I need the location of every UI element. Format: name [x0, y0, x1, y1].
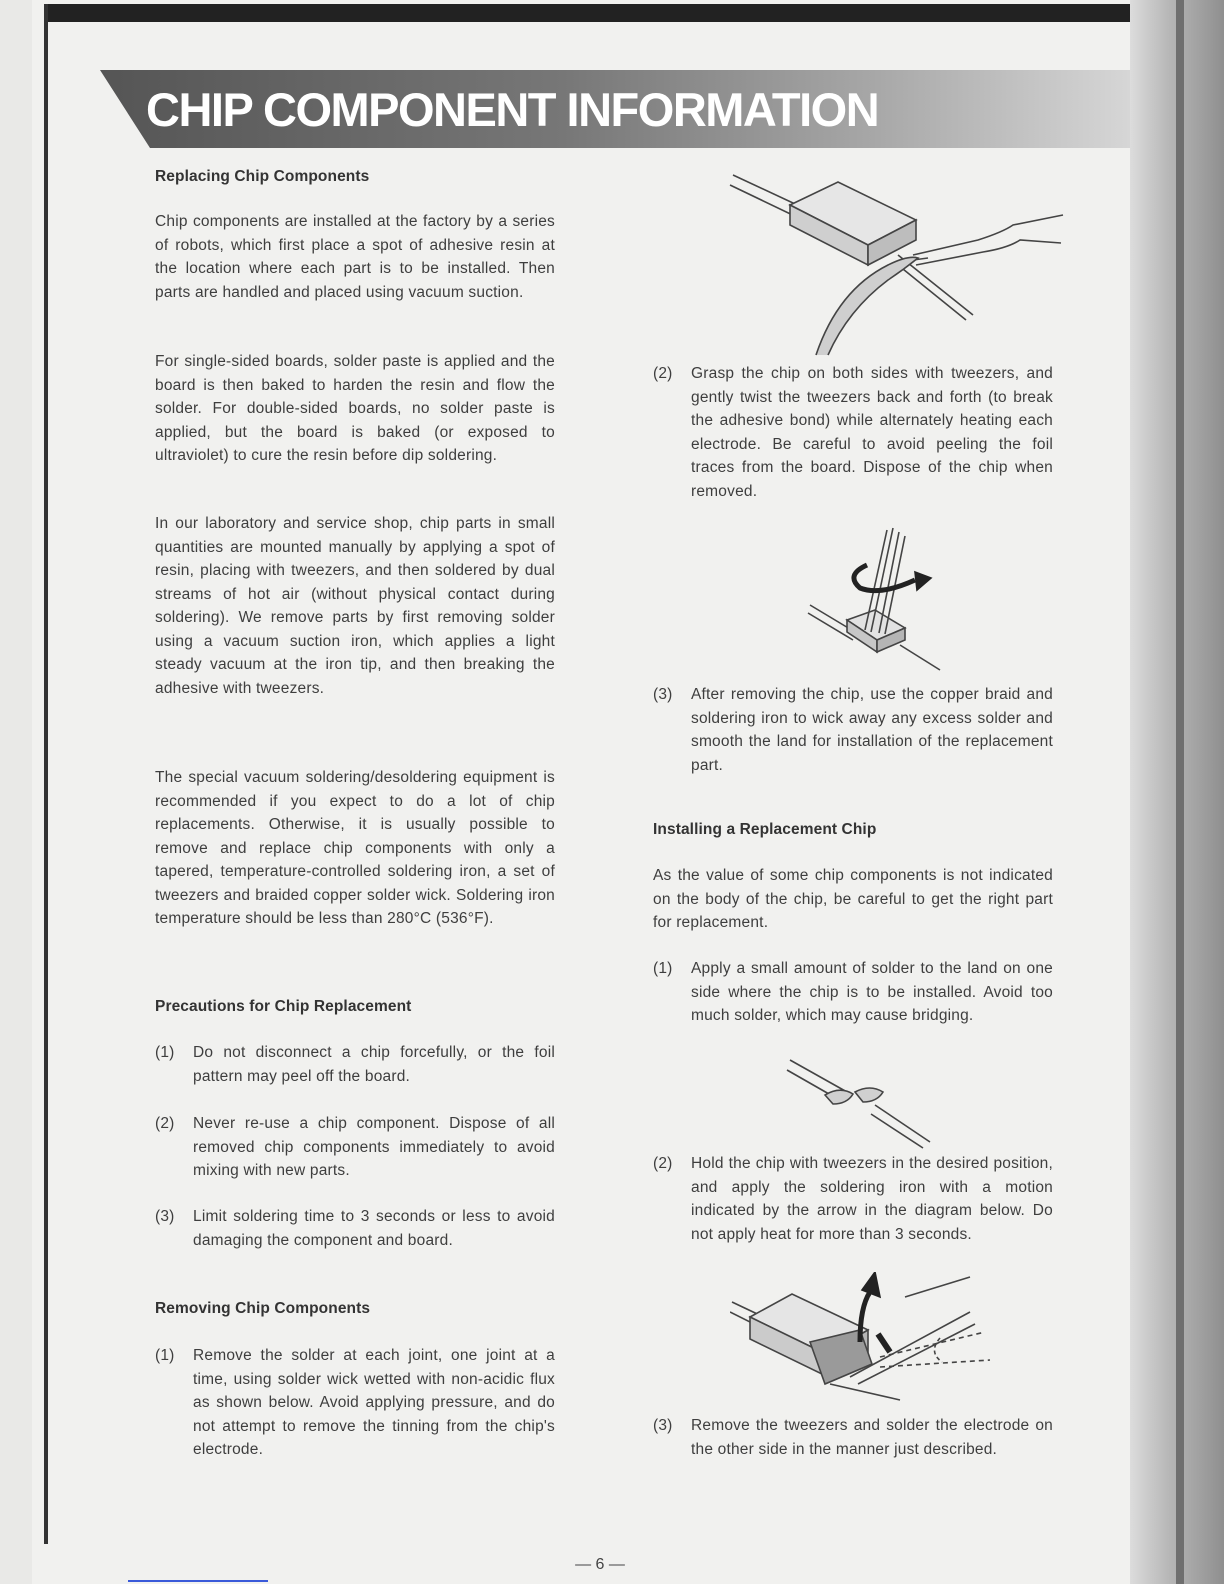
- item-text: Limit soldering time to 3 seconds or less to avoid damaging the component and board.: [193, 1208, 555, 1249]
- bottom-accent-line: [128, 1580, 268, 1582]
- page-spine-edge: [1176, 0, 1184, 1584]
- item-text: Do not disconnect a chip forcefully, or the foil pattern may peel off the board.: [193, 1044, 555, 1085]
- paragraph-3-text: In our laboratory and service shop, chip parts in small quantities are mounted manually by applying a spot of resin, placing with tweezers, and then soldered by dual streams of hot air (without physical contact during soldering). We remove parts by first removing solder using a vacuum suction iron, which applies a light steady vacuum at the iron tip, and then breaking the adhesive with tweezers.: [155, 515, 555, 697]
- item-text: Hold the chip with tweezers in the desired position, and apply the soldering iron with a motion indicated by the arrow in the diagram below. Do not apply heat for more than 3 seconds.: [691, 1155, 1053, 1243]
- solder-wick-illustration: [728, 170, 1068, 360]
- item-text: Remove the solder at each joint, one joint at a time, using solder wick wetted with non-acidic flux as shown below. Avoid applying pressure, and do not attempt to remove the tinning from the chip's electrode.: [193, 1347, 555, 1458]
- page-number: — 6 —: [575, 1556, 625, 1573]
- removing-heading: Removing Chip Components: [155, 1300, 371, 1317]
- paragraph-equipment: [155, 766, 555, 931]
- item-number: (1): [155, 1044, 175, 1061]
- install-step: [653, 957, 1053, 1028]
- installing-section: [653, 818, 1053, 842]
- item-number: (2): [653, 365, 673, 382]
- installing-intro-text: As the value of some chip components is not indicated on the body of the chip, be careful to get the right part for replacement.: [653, 867, 1053, 931]
- paragraph-boards: [155, 350, 555, 468]
- precaution-item: [155, 1205, 555, 1252]
- removing-step: [653, 362, 1053, 503]
- paragraph-factory: [155, 210, 555, 304]
- left-rule: [44, 4, 48, 1544]
- paragraph-4-text: The special vacuum soldering/desoldering equipment is recommended if you expect to do a lot of chip replacements. Otherwise, it is usually possible to remove and replace chip components with only a tapered, temperature-controlled soldering iron, a set of tweezers and braided copper solder wick. Soldering iron temperature should be less than 280°C (536°F).: [155, 769, 555, 927]
- item-number: (3): [653, 686, 673, 703]
- replacing-heading: Replacing Chip Components: [155, 168, 370, 185]
- removing-step: [653, 683, 1053, 777]
- item-text: After removing the chip, use the copper braid and soldering iron to wick away any excess solder and smooth the land for installation of the replacement part.: [691, 686, 1053, 774]
- installing-intro: [653, 864, 1053, 935]
- precaution-item: [155, 1112, 555, 1183]
- precautions-heading: Precautions for Chip Replacement: [155, 998, 412, 1015]
- item-number: (3): [653, 1417, 673, 1434]
- item-number: (1): [653, 960, 673, 977]
- install-step: [653, 1152, 1053, 1246]
- item-number: (1): [155, 1347, 175, 1364]
- left-column: [155, 165, 555, 189]
- item-text: Never re-use a chip component. Dispose of all removed chip components immediately to avoid mixing with new parts.: [193, 1115, 555, 1179]
- top-rule: [45, 4, 1180, 22]
- precautions-section: [155, 995, 555, 1019]
- page-title: CHIP COMPONENT INFORMATION: [146, 83, 879, 136]
- precaution-item: [155, 1041, 555, 1088]
- solder-land-illustration: [785, 1050, 935, 1150]
- install-step: [653, 1414, 1053, 1461]
- paragraph-laboratory: [155, 512, 555, 700]
- item-number: (2): [653, 1155, 673, 1172]
- item-text: Remove the tweezers and solder the electrode on the other side in the manner just described.: [691, 1417, 1053, 1458]
- item-number: (3): [155, 1208, 175, 1225]
- item-number: (2): [155, 1115, 175, 1132]
- item-text: Apply a small amount of solder to the land on one side where the chip is to be installed. Avoid too much solder, which may cause bridging.: [691, 960, 1053, 1024]
- removing-step: [155, 1344, 555, 1462]
- installing-heading: Installing a Replacement Chip: [653, 821, 877, 838]
- soldering-iron-motion-illustration: [730, 1272, 1000, 1407]
- paragraph-1-text: Chip components are installed at the factory by a series of robots, which first place a spot of adhesive resin at the location where each part is to be installed. Then parts are handled and placed using vacuum suction.: [155, 213, 555, 301]
- removing-section: [155, 1297, 555, 1321]
- item-text: Grasp the chip on both sides with tweezers, and gently twist the tweezers back and forth (to break the adhesive bond) while alternately heating each electrode. Be careful to avoid peeling the foil traces from the board. Dispose of the chip when removed.: [691, 365, 1053, 500]
- paragraph-2-text: For single-sided boards, solder paste is applied and the board is then baked to harden the resin and flow the solder. For double-sided boards, no solder paste is applied, but the board is baked (or exposed to ultraviolet) to cure the resin before dip soldering.: [155, 353, 555, 464]
- tweezers-twist-illustration: [805, 520, 945, 680]
